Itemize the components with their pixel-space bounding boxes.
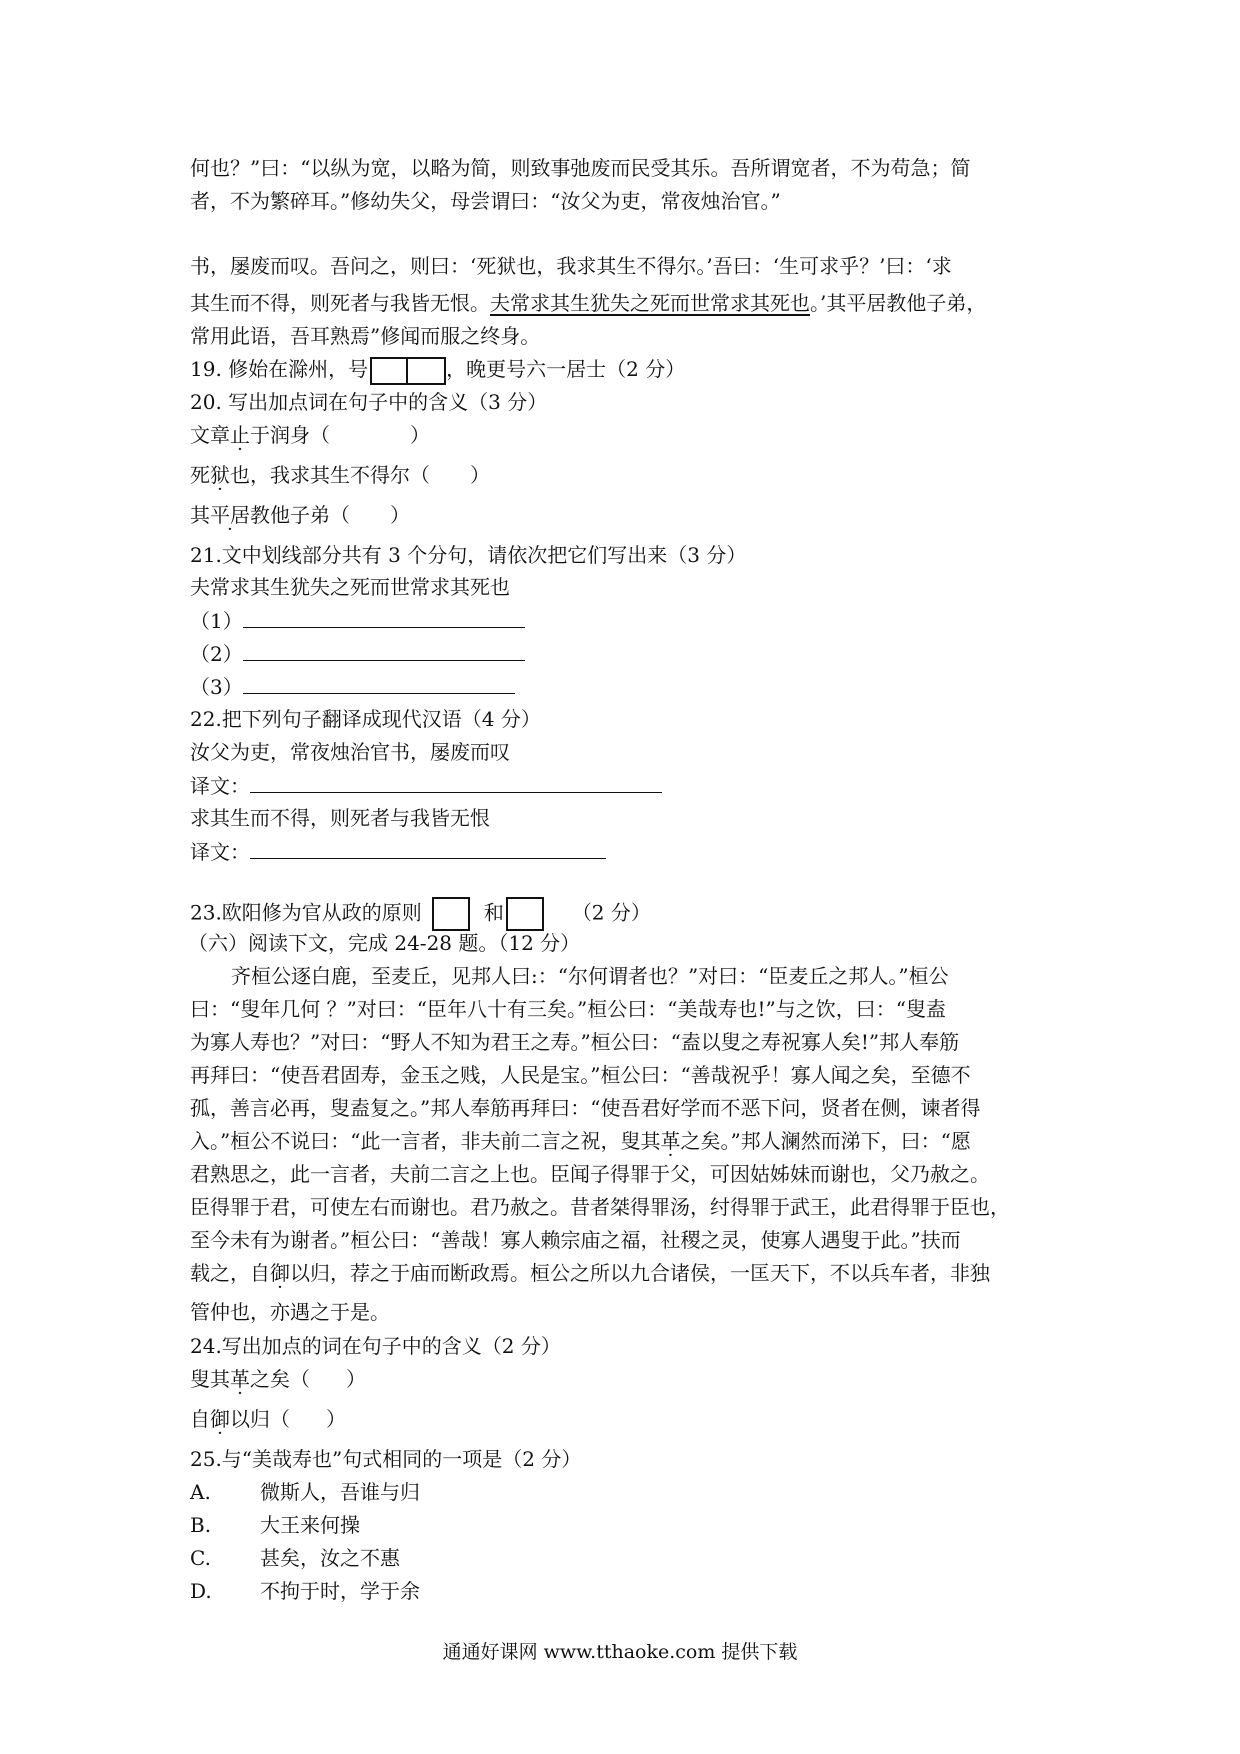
blank-label: （1） (190, 609, 243, 633)
text-fragment: 叟其 (190, 1367, 230, 1391)
q22-sentence-1: 汝父为吏，常夜烛治官书，屡废而叹 (190, 740, 510, 764)
answer-line[interactable] (243, 607, 525, 628)
answer-line[interactable] (250, 772, 662, 793)
text-fragment: 死 (190, 463, 210, 487)
question-23 (190, 897, 651, 931)
passage-line: 君熟思之，此一言者，夫前二言之上也。臣闻子得罪于父，可因姑姊妹而谢也，父乃赦之。 (190, 1162, 990, 1186)
text-fragment: 其生而不得，则死者与我皆无恨。 (190, 291, 490, 315)
dotted-word: 狱 (210, 463, 230, 487)
text-fragment: ） (346, 1367, 366, 1391)
answer-box[interactable] (432, 897, 470, 931)
option-b[interactable] (190, 1512, 360, 1538)
text-fragment: ） (410, 423, 430, 447)
option-letter: A. (190, 1480, 211, 1504)
text-fragment: 其 (190, 503, 210, 527)
passage-line: 书，屡废而叹。吾问之，则曰：‘死狱也，我求其生不得尔。’吾曰：‘生可求乎？’曰：‘求 (190, 254, 952, 278)
option-letter: C. (190, 1546, 211, 1570)
q22-translation-1 (190, 772, 662, 799)
text-fragment: 于润身（ (250, 423, 330, 447)
passage-line: 为寡人寿也？”对曰：“野人不知为君王之寿。”桓公曰：“盍以叟之寿祝寡人矣!”邦人奉筋 (190, 1030, 960, 1054)
text-fragment: 以归，荐之于庙而断政焉。桓公之所以九合诸侯，一匡天下，不以兵车者，非独 (290, 1261, 990, 1285)
question-25-title: 25.与“美哉寿也”句式相同的一项是（2 分） (190, 1447, 582, 1471)
text-fragment: 之矣（ (250, 1367, 310, 1391)
text-fragment: ） (470, 463, 490, 487)
q22-translation-2 (190, 838, 606, 865)
question-21-title: 21.文中划线部分共有 3 个分句，请依次把它们写出来（3 分） (190, 543, 747, 567)
dotted-word: 御 (270, 1261, 290, 1285)
answer-box[interactable] (506, 897, 544, 931)
answer-line[interactable] (250, 838, 606, 859)
dotted-word: 革 (660, 1129, 681, 1153)
question-24-title: 24.写出加点的词在句子中的含义（2 分） (190, 1334, 561, 1358)
passage-line: 何也？”曰：“以纵为宽，以略为简，则致事弛废而民受其乐。吾所谓宽者，不为苟急；简 (190, 156, 971, 180)
blank-label: （3） (190, 675, 243, 699)
dotted-word: 御 (210, 1407, 230, 1431)
q23-text: 和 (483, 900, 504, 925)
dotted-word: 平居 (210, 503, 250, 527)
text-fragment: 载之，自 (190, 1261, 270, 1285)
text-fragment: ） (326, 1407, 346, 1431)
passage-line: 者，不为繁碎耳。”修幼失父，母尝谓曰：“汝父为吏，常夜烛治官。” (190, 189, 781, 213)
dotted-word: 革 (230, 1367, 250, 1391)
passage-line (190, 290, 986, 316)
option-a[interactable] (190, 1479, 420, 1505)
q22-sentence-2: 求其生而不得，则死者与我皆无恨 (190, 806, 490, 830)
text-fragment: 自 (190, 1407, 210, 1431)
option-letter: B. (190, 1513, 212, 1537)
option-text: 微斯人，吾谁与归 (260, 1480, 420, 1504)
question-22-title: 22.把下列句子翻译成现代汉语（4 分） (190, 707, 541, 731)
passage-line: 至今未有为谢者。”桓公曰：“善哉！寡人赖宗庙之福，社稷之灵，使寡人遇叟于此。”扶而 (190, 1228, 961, 1252)
answer-line[interactable] (243, 673, 515, 694)
option-text: 甚矣，汝之不惠 (260, 1546, 400, 1570)
option-text: 大王来何操 (260, 1513, 360, 1537)
blank-label: （2） (190, 642, 243, 666)
passage-line: 再拜曰：“使吾君固寿，金玉之贱，人民是宝。”桓公曰：“善哉祝乎！寡人闻之矣，至德不 (190, 1063, 971, 1087)
passage-line (190, 1128, 971, 1154)
underlined-sentence: 夫常求其生犹失之死而世常求其死也 (490, 291, 810, 315)
text-fragment: 之矣。”邦人澜然而涕下，曰：“愿 (680, 1129, 971, 1153)
q21-blank-1 (190, 607, 525, 634)
passage-line: 孤，善言必再，叟盍复之。”邦人奉筋再拜曰：“使吾君好学而不恶下问，贤者在侧，谏者得 (190, 1096, 981, 1120)
text-fragment: 也，我求其生不得尔（ (230, 463, 430, 487)
q24-item-2 (190, 1406, 346, 1432)
q23-text: （2 分） (571, 900, 651, 925)
q19-text: 19. 修始在滁州，号 (190, 357, 369, 381)
text-fragment: ） (390, 503, 410, 527)
text-fragment: 。’其平居教他子弟， (810, 291, 987, 315)
option-d[interactable] (190, 1578, 420, 1604)
option-text: 不拘于时，学于余 (260, 1579, 420, 1603)
q24-item-1 (190, 1366, 366, 1392)
translation-label: 译文： (190, 774, 250, 798)
question-20-title: 20. 写出加点词在句子中的含义（3 分） (190, 390, 548, 414)
answer-box[interactable] (370, 357, 408, 385)
text-fragment: 入。”桓公不说曰：“此一言者，非夫前二言之祝，叟其 (190, 1129, 661, 1153)
answer-line[interactable] (243, 640, 525, 661)
q20-item-3 (190, 502, 410, 528)
option-c[interactable] (190, 1545, 400, 1571)
q19-text: ，晚更号六一居士（2 分） (446, 357, 686, 381)
q20-item-2 (190, 462, 490, 488)
q21-blank-2 (190, 640, 525, 667)
passage-line: 常用此语，吾耳熟焉”修闻而服之终身。 (190, 324, 541, 348)
page-footer: 通通好课网 www.tthaoke.com 提供下载 (442, 1641, 798, 1663)
q21-sentence: 夫常求其生犹失之死而世常求其死也 (190, 575, 510, 599)
option-letter: D. (190, 1579, 212, 1603)
passage-line: 臣得罪于君，可使左右而谢也。君乃赦之。昔者桀得罪汤，纣得罪于武王，此君得罪于臣也， (190, 1195, 1010, 1219)
translation-label: 译文： (190, 840, 250, 864)
q20-item-1 (190, 422, 430, 448)
q21-blank-3 (190, 673, 515, 700)
text-fragment: 以归（ (230, 1407, 290, 1431)
q23-text: 23.欧阳修为官从政的原则 (190, 900, 422, 925)
text-fragment: 教他子弟（ (250, 503, 350, 527)
answer-box[interactable] (408, 357, 446, 385)
dotted-word: 止 (230, 423, 250, 447)
passage-line (190, 1260, 990, 1286)
text-fragment: 文章 (190, 423, 230, 447)
passage-line: 曰：“叟年几何 ？”对曰：“臣年八十有三矣。”桓公曰：“美哉寿也!”与之饮，曰：“叟盍 (190, 997, 946, 1021)
passage-line: 齐桓公逐白鹿，至麦丘，见邦人曰:：“尔何谓者也？”对曰：“臣麦丘之邦人。”桓公 (231, 964, 949, 988)
section-6-title: （六）阅读下文，完成 24-28 题。（12 分） (188, 931, 581, 955)
question-19 (190, 356, 685, 385)
passage-line: 管仲也，亦遇之于是。 (190, 1300, 390, 1324)
